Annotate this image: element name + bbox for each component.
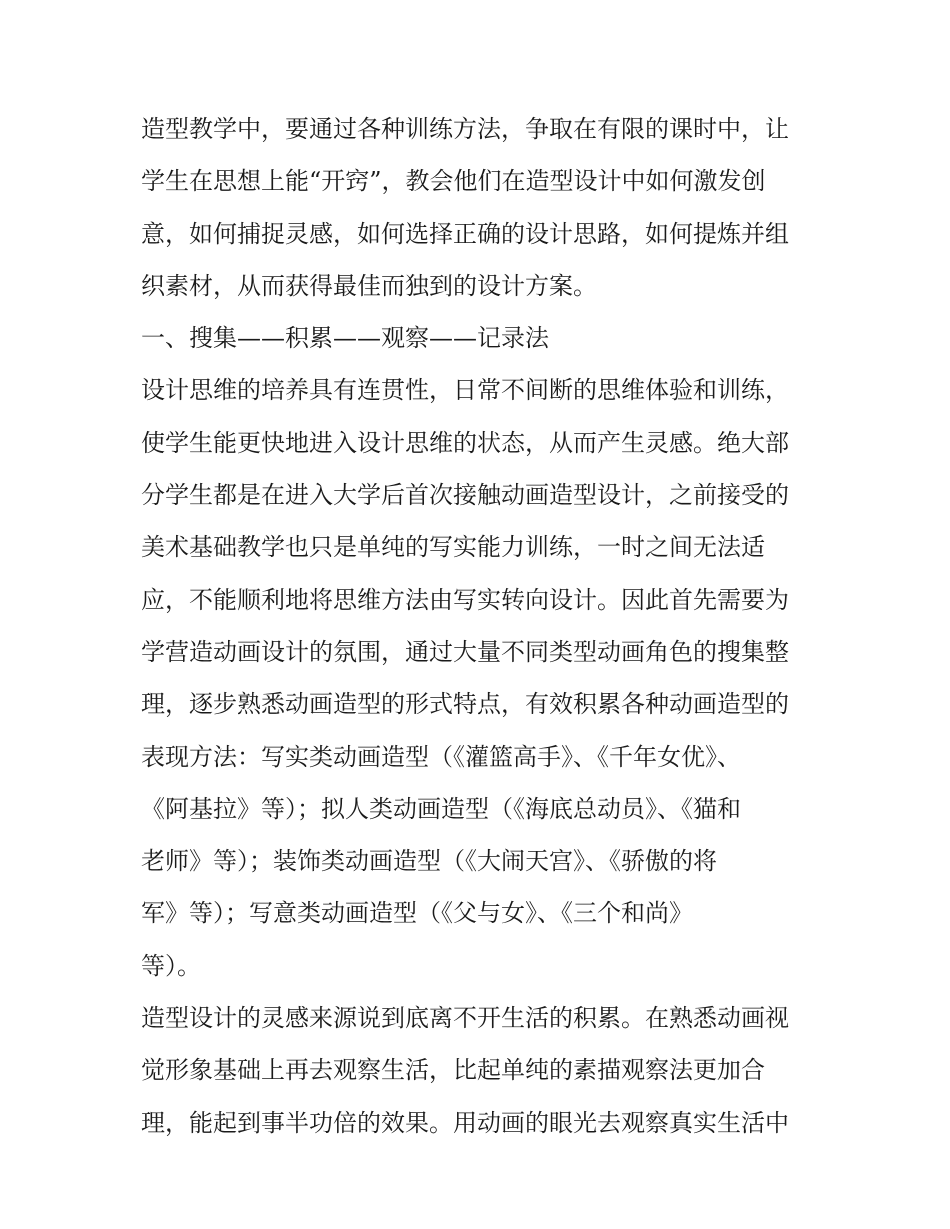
text-line: 美术基础教学也只是单纯的写实能力训练，一时之间无法适 xyxy=(141,533,765,562)
document-body xyxy=(141,103,816,1149)
text-line: 造型教学中，要通过各种训练方法，争取在有限的课时中，让 xyxy=(141,115,789,143)
text-line: 表现方法：写实类动画造型（《灌篮高手》、《千年女优》、 xyxy=(141,742,741,771)
text-line: 织素材，从而获得最佳而独到的设计方案。 xyxy=(141,271,597,300)
text-line: 意，如何捕捉灵感，如何选择正确的设计思路，如何提炼并组 xyxy=(141,219,789,248)
text-line: 《阿基拉》等）；拟人类动画造型（《海底总动员》、《猫和 xyxy=(141,794,741,823)
text-line: 理，逐步熟悉动画造型的形式特点，有效积累各种动画造型的 xyxy=(141,690,789,719)
text-line: 学生在思想上能“开窍”，教会他们在造型设计中如何激发创 xyxy=(141,167,766,196)
text-line: 分学生都是在进入大学后首次接触动画造型设计，之前接受的 xyxy=(141,481,789,510)
text-line: 理，能起到事半功倍的效果。用动画的眼光去观察真实生活中 xyxy=(141,1108,789,1137)
text-line: 等）。 xyxy=(141,951,201,980)
text-line: 设计思维的培养具有连贯性，日常不间断的思维体验和训练， xyxy=(141,376,789,405)
text-line: 应，不能顺利地将思维方法由写实转向设计。因此首先需要为 xyxy=(141,585,789,614)
text-line: 老师》等）；装饰类动画造型（《大闹天宫》、《骄傲的将 xyxy=(141,847,717,876)
text-line: 觉形象基础上再去观察生活，比起单纯的素描观察法更加合 xyxy=(141,1056,765,1085)
text-line: 造型设计的灵感来源说到底离不开生活的积累。在熟悉动画视 xyxy=(141,1004,789,1033)
section-heading: 一、搜集——积累——观察——记录法 xyxy=(141,324,549,353)
text-line: 使学生能更快地进入设计思维的状态，从而产生灵感。绝大部 xyxy=(141,428,789,457)
text-line: 学营造动画设计的氛围，通过大量不同类型动画角色的搜集整 xyxy=(141,637,789,666)
text-line: 军》等）；写意类动画造型（《父与女》、《三个和尚》 xyxy=(141,899,693,928)
